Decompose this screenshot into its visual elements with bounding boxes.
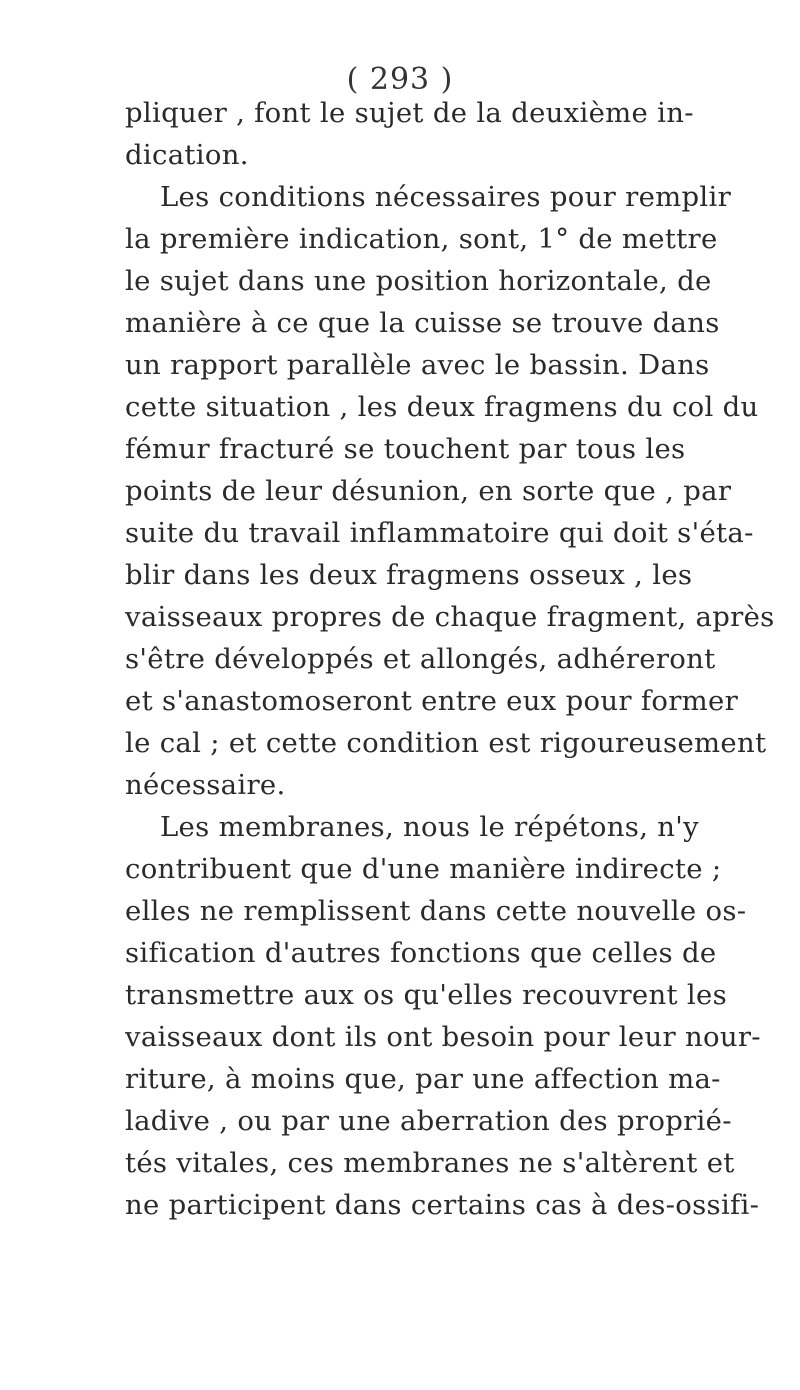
text-line: ladive , ou par une aberration des proprié-	[125, 1105, 732, 1137]
text-line: fémur fracturé se touchent par tous les	[125, 433, 686, 465]
text-line: ne participent dans certains cas à des-ossifi-	[125, 1189, 760, 1221]
text-line: blir dans les deux fragmens osseux , les	[125, 559, 693, 591]
text-line: cette situation , les deux fragmens du col du	[125, 391, 759, 423]
text-line: Les membranes, nous le répétons, n'y	[160, 811, 700, 843]
text-line: manière à ce que la cuisse se trouve dans	[125, 307, 720, 339]
text-line: elles ne remplissent dans cette nouvelle os-	[125, 895, 747, 927]
text-line: s'être développés et allongés, adhéreront	[125, 643, 716, 675]
text-line: dication.	[125, 139, 249, 171]
text-line: Les conditions nécessaires pour remplir	[160, 181, 732, 213]
text-line: vaisseaux dont ils ont besoin pour leur nour-	[125, 1021, 761, 1053]
text-line: vaisseaux propres de chaque fragment, après	[125, 601, 775, 633]
text-line: un rapport parallèle avec le bassin. Dans	[125, 349, 710, 381]
text-line: suite du travail inflammatoire qui doit s'éta-	[125, 517, 754, 549]
text-line: sification d'autres fonctions que celles de	[125, 937, 717, 969]
page-number: ( 293 )	[346, 62, 454, 97]
text-line: pliquer , font le sujet de la deuxième in-	[125, 97, 694, 129]
text-line: riture, à moins que, par une affection ma-	[125, 1063, 721, 1095]
text-line: le sujet dans une position horizontale, de	[125, 265, 712, 297]
text-line: la première indication, sont, 1° de mettre	[125, 223, 718, 255]
text-line: transmettre aux os qu'elles recouvrent les	[125, 979, 727, 1011]
text-line: contribuent que d'une manière indirecte ;	[125, 853, 722, 885]
text-line: tés vitales, ces membranes ne s'altèrent et	[125, 1147, 735, 1179]
text-line: points de leur désunion, en sorte que , par	[125, 475, 732, 507]
text-line: et s'anastomoseront entre eux pour former	[125, 685, 739, 717]
text-line: nécessaire.	[125, 769, 286, 801]
text-line: le cal ; et cette condition est rigoureusement	[125, 727, 767, 759]
